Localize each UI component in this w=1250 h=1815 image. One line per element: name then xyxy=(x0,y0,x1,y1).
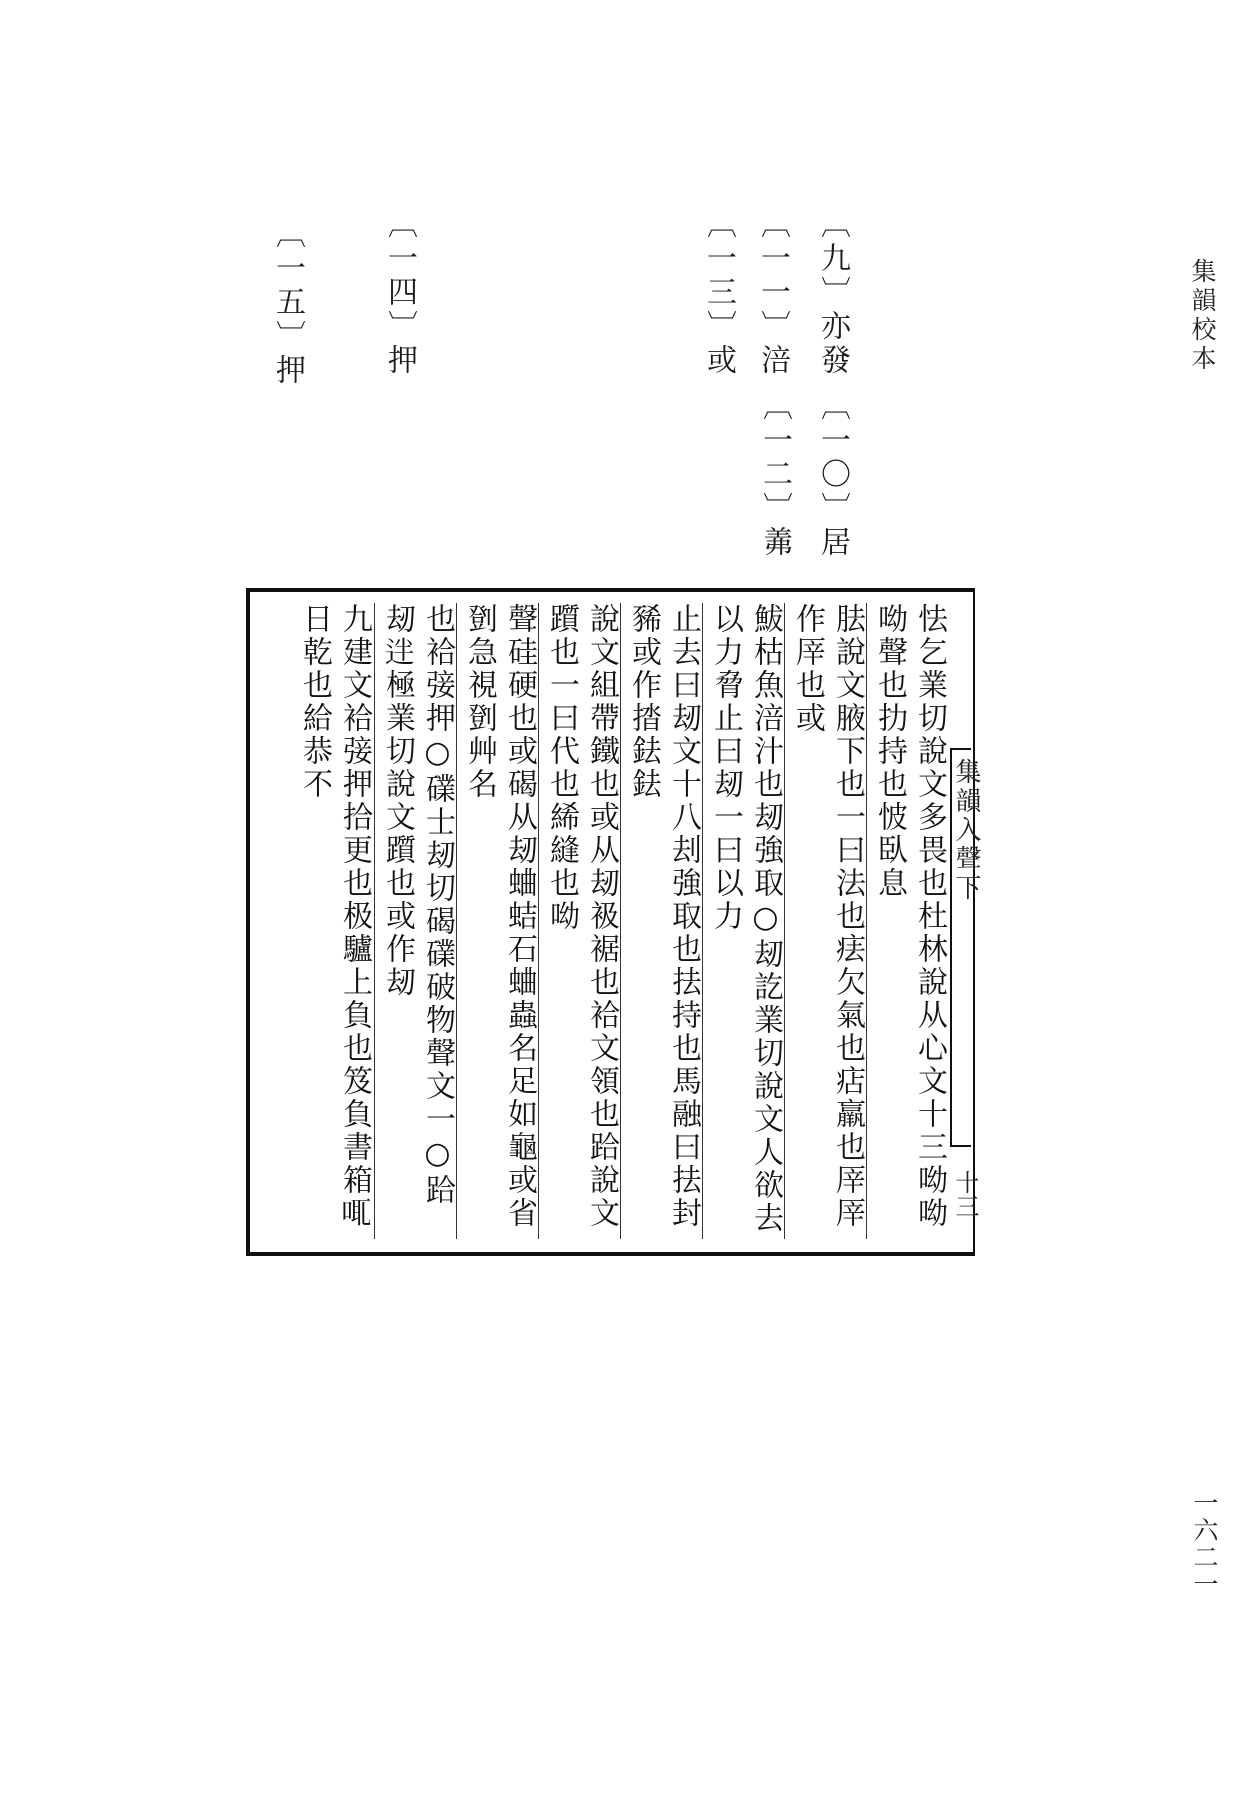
column-text: 也袷㢺押○礏士刼切碣礏破物聲文一○跲刼𨒃極業切說文躓也或作刼 xyxy=(380,603,455,1207)
page-number: 一六二一 xyxy=(1190,1490,1219,1598)
note-9: 〔九〕亦發 xyxy=(815,208,850,378)
text-column-2 xyxy=(784,603,867,1239)
column-text: 怯乞業切說文多畏也杜林說从心文十三呦呦呦聲也扐持也怶臥息 xyxy=(872,603,947,1230)
note-15: 〔一五〕押 xyxy=(270,218,305,388)
margin-label: 集韻入聲下 xyxy=(951,758,981,903)
note-11: 〔一一〕涪 xyxy=(755,208,790,378)
note-10: 〔一〇〕居 xyxy=(815,390,850,560)
note-13: 〔一三〕或 xyxy=(701,208,736,378)
note-12: 〔一二〕羛 xyxy=(757,390,792,560)
text-column-6 xyxy=(456,603,539,1239)
column-text: 說文組帶鐵也或从刼衱裾也袷文領也跲說文躓也一曰代也絺縫也呦 xyxy=(544,603,619,1230)
column-text: 鮁枯魚涪汁也刼強取○刼訖業切說文人欲去以力脅止曰刼一曰以力 xyxy=(708,603,783,1235)
column-text: 聲硅硬也或碣从刼蛐蛣石蛐蟲名足如龜或省㔁急視㔁艸名 xyxy=(462,603,537,1230)
text-column-7 xyxy=(374,603,457,1239)
text-column-8 xyxy=(257,603,374,1239)
note-14: 〔一四〕押 xyxy=(382,208,417,378)
text-column-3 xyxy=(702,603,785,1239)
column-text: 止去曰刼文十八刦強取也抾持也馬融曰抾封豨或作㧺鉣鉣 xyxy=(626,603,701,1230)
column-text: 九建文袷㢺押拾更也极驢上負也笈負書箱𠲷日乾也給恭不 xyxy=(297,603,372,1230)
text-column-1 xyxy=(866,603,949,1239)
text-column-4 xyxy=(620,603,703,1239)
column-text: 胠說文腋下也一曰法也㾀欠氣也痁羸也厗厗作厗也或 xyxy=(790,603,865,1230)
margin-number: 十三 xyxy=(951,1170,979,1218)
text-column-5 xyxy=(538,603,621,1239)
running-header: 集韻校本 xyxy=(1188,258,1217,374)
